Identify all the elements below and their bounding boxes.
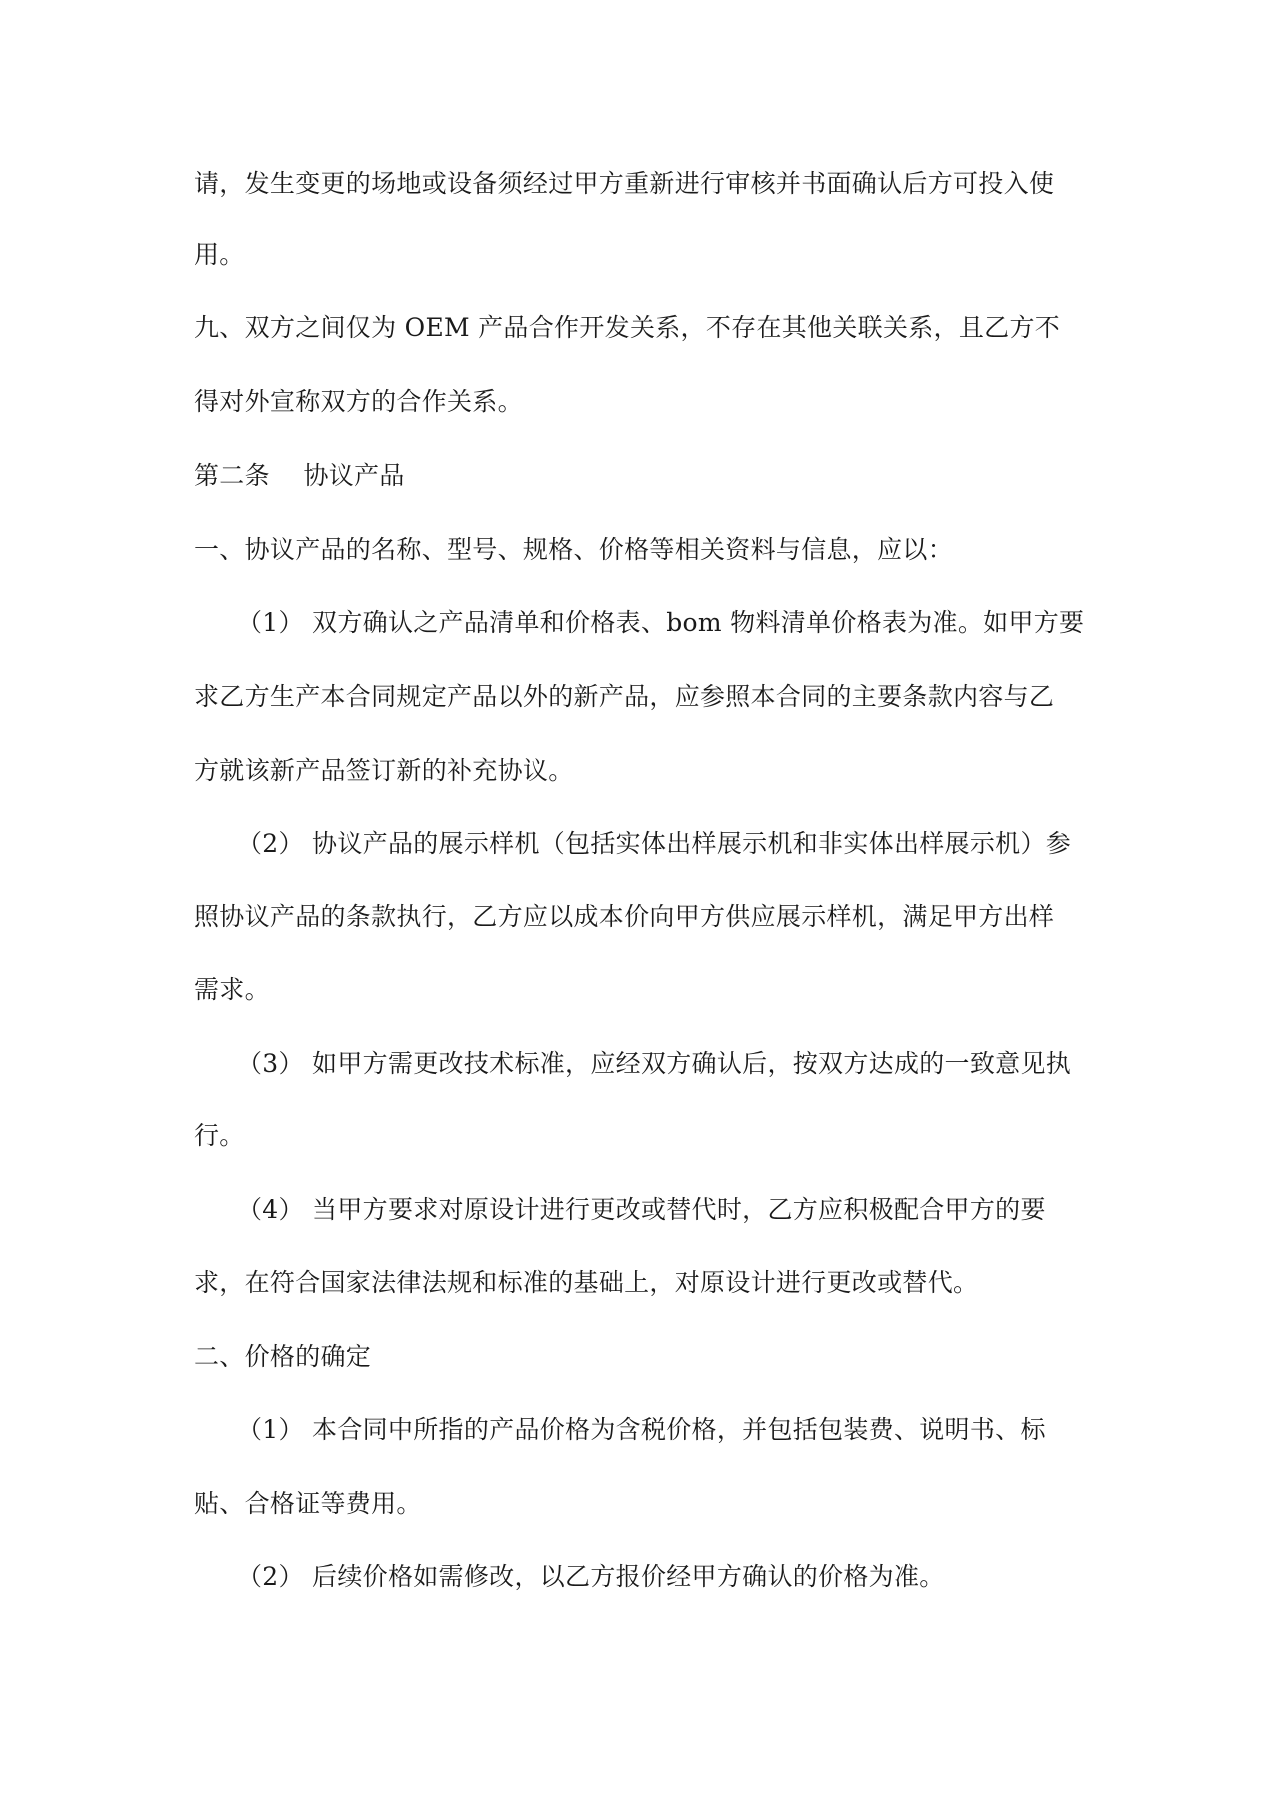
text-line: 得对外宣称双方的合作关系。 — [194, 387, 523, 416]
section-heading: 二、价格的确定 — [194, 1342, 372, 1371]
text-line: 请，发生变更的场地或设备须经过甲方重新进行审核并书面确认后方可投入使 — [194, 169, 1055, 198]
section-heading: 第二条 协议产品 — [194, 461, 405, 490]
list-item: （3） 如甲方需更改技术标准，应经双方确认后，按双方达成的一致意见执 — [237, 1049, 1072, 1078]
text-line: 求乙方生产本合同规定产品以外的新产品，应参照本合同的主要条款内容与乙 — [194, 682, 1055, 711]
text-line: 方就该新产品签订新的补充协议。 — [194, 756, 574, 785]
text-line: 需求。 — [194, 975, 270, 1004]
list-item: （2） 协议产品的展示样机（包括实体出样展示机和非实体出样展示机）参 — [237, 829, 1072, 858]
list-item: （1） 本合同中所指的产品价格为含税价格，并包括包装费、说明书、标 — [237, 1415, 1046, 1444]
text-line: 贴、合格证等费用。 — [194, 1489, 422, 1518]
text-line: 用。 — [194, 240, 245, 269]
list-item: （4） 当甲方要求对原设计进行更改或替代时，乙方应积极配合甲方的要 — [237, 1195, 1046, 1224]
list-item: （1） 双方确认之产品清单和价格表、bom 物料清单价格表为准。如甲方要 — [237, 608, 1085, 637]
text-line: 照协议产品的条款执行，乙方应以成本价向甲方供应展示样机，满足甲方出样 — [194, 902, 1055, 931]
list-item: （2） 后续价格如需修改，以乙方报价经甲方确认的价格为准。 — [237, 1562, 945, 1591]
text-line: 一、协议产品的名称、型号、规格、价格等相关资料与信息，应以： — [194, 535, 954, 564]
text-line: 行。 — [194, 1121, 245, 1150]
text-line: 九、双方之间仅为 OEM 产品合作开发关系，不存在其他关联关系，且乙方不 — [194, 313, 1061, 342]
text-line: 求，在符合国家法律法规和标准的基础上，对原设计进行更改或替代。 — [194, 1268, 979, 1297]
